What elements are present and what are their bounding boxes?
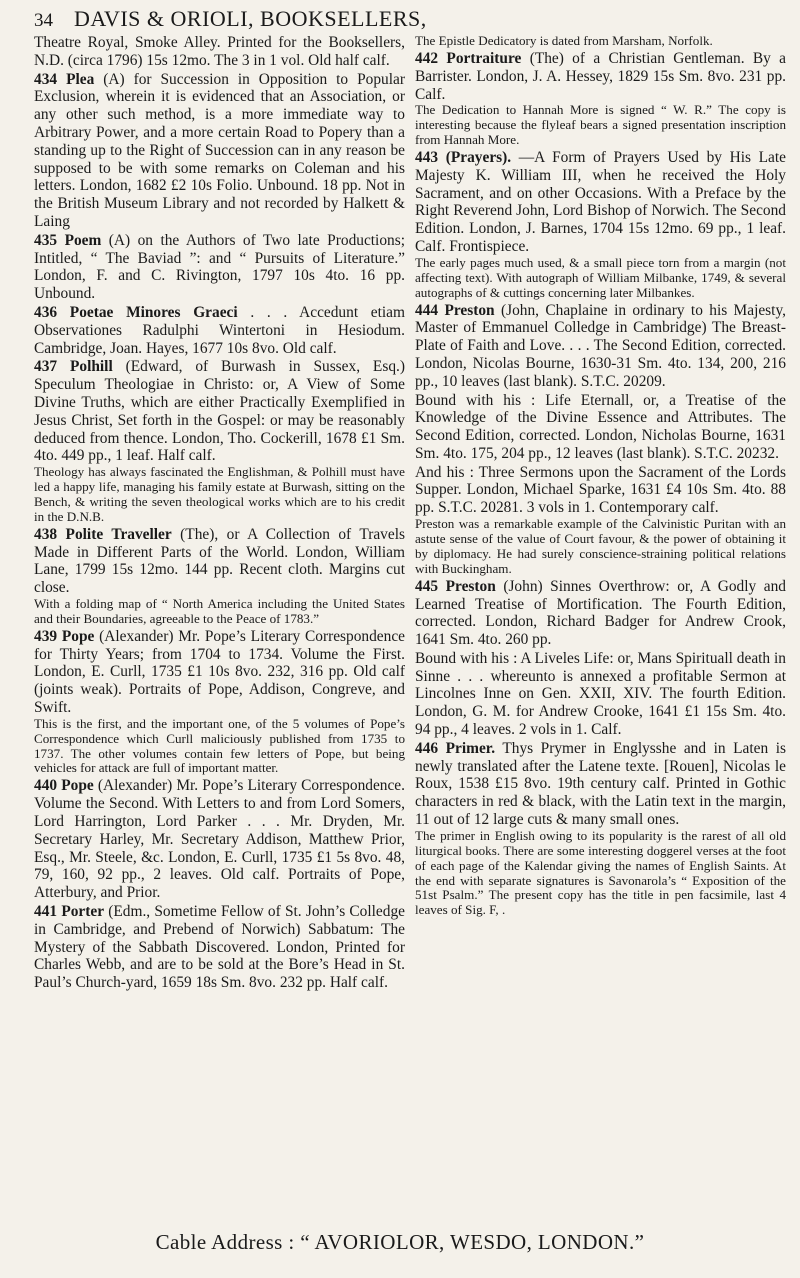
entry-number: 436 — [34, 303, 58, 321]
entry-note: With a folding map of “ North America including the United States and their Boundaries, agreeable to the Peace of 1783.” — [34, 595, 405, 626]
entry-text — [34, 71, 405, 231]
catalogue-entry-434 — [34, 71, 405, 231]
entry-note: The Dedication to Hannah More is signed “ W. R.” The copy is interesting because the flyleaf bears a signed presentation inscription from Hannah More. — [415, 102, 786, 148]
catalogue-entry-439 — [34, 628, 405, 777]
entry-body: (John) Sinnes Overthrow: or, A Godly and Learned Treatise of Mortification. The Fourth Edition, corrected. London, Richard Badger for Andrew Crook, 1641 Sm. 4to. 260 pp. — [415, 577, 786, 649]
entry-number: 441 — [34, 902, 58, 920]
entry-number: 437 — [34, 358, 58, 376]
entry-body: And his : Three Sermons upon the Sacrament of the Lords Supper. London, Michael Sparke, 1631 £4 10s Sm. 4to. 88 pp. S.T.C. 20281. 3 vols in 1. Contemporary calf. — [415, 463, 786, 517]
entry-note: Preston was a remarkable example of the Calvinistic Puritan with an astute sense of the value of Court favour, & the power of obtaining it by diplomacy. He had surely conscience-straining political relations with Buckingham. — [415, 516, 786, 576]
catalogue-entry-441 — [34, 903, 405, 992]
entry-body: (A) for Succession in Opposition to Popular Exclusion, wherein it is evidenced that an Association, or any other such method, is a more immediate way to Arbitrary Power, and a more certain Road to Popery than a standing up to the Right of Succession can in any reason be supposed to be with some remarks on Coleman and his letters. London, 1682 £2 10s Folio. Unbound. 18 pp. Not in the British Museum Library and not recorded by Halkett & Laing — [34, 70, 405, 230]
entry-text — [34, 358, 405, 465]
entry-body: . . . Accedunt etiam Observationes Radulphi Wintertoni in Hesiodum. Cambridge, Joan. Hayes, 1677 10s 8vo. Old calf. — [34, 303, 405, 357]
entry-body: (Edward, of Burwash in Sussex, Esq.) Speculum Theologiae in Christo: or, A View of Some Divine Truths, which are either Practically Exemplified in Jesus Christ, Set forth in the Gospel: or may be reasonably deduced from thence. London, Tho. Cockerill, 1678 £1 Sm. 4to. 449 pp., 1 leaf. Half calf. — [34, 358, 405, 465]
page-number: 34 — [34, 10, 53, 31]
entry-number: 434 — [34, 70, 58, 88]
entry-text — [34, 34, 405, 70]
entry-number: 435 — [34, 231, 58, 249]
footer — [0, 1230, 800, 1255]
cable-address: “ AVORIOLOR, WESDO, LONDON.” — [300, 1230, 645, 1254]
entry-note: This is the first, and the important one, of the 5 volumes of Pope’s Correspondence which Curll maliciously published from 1735 to 1737. The other volumes contain few letters of Pope, but being vehicles for attack are full of important matter. — [34, 715, 405, 776]
catalogue-entry-438 — [34, 526, 405, 627]
entry-body: (Edm., Sometime Fellow of St. John’s Colledge in Cambridge, and Prebend of Norwich) Sabbatum: The Mystery of the Sabbath Discovered. London, Printed for Charles Webb, and are to be sold at the Bore’s Head in St. Paul’s Church-yard, 1659 18s Sm. 8vo. 232 pp. Half calf. — [34, 902, 405, 992]
entry-number: 442 — [415, 49, 439, 67]
entry-number: 445 — [415, 577, 439, 595]
page-header — [34, 6, 786, 32]
entry-heading: Poetae Minores Graeci — [69, 303, 238, 321]
entry-body: Bound with his : A Liveles Life: or, Mans Spirituall death in Sinne . . . whereunto is annexed a profitable Sermon at Lincolnes Inne on Gen. XXII, XIV. The fourth Edition. London, G. M. for Andrew Crooke, 1641 £1 15s Sm. 4to. 94 pp., 4 leaves. 2 vols in 1. Calf. — [415, 649, 786, 739]
entry-note: The primer in English owing to its popularity is the rarest of all old liturgical books. There are some interesting doggerel verses at the foot of each page of the Kalendar giving the names of English Saints. At the end with separate signatures is Savonarola’s “ Exposition of the 51st Psalm.” The present copy has the title in pen facsimile, last 4 leaves of Sig. F, . — [415, 827, 786, 918]
entry-body: (The) of a Christian Gentleman. By a Barrister. London, J. A. Hessey, 1829 15s Sm. 8vo. 231 pp. Calf. — [415, 49, 786, 103]
entry-body: (A) on the Authors of Two late Productions; Intitled, “ The Baviad ”: and “ Pursuits of Literature.” London, F. and C. Rivington, 1797 10s 4to. 16 pp. Unbound. — [34, 231, 405, 303]
entry-body: Thys Prymer in Englysshe and in Laten is newly translated after the Latene texte. [Rouen], Nicolas le Roux, 1538 £15 8vo. 19th century calf. Printed in Gothic characters in red & black, with the Latin text in the margin, 11 out of 12 large cuts & many small ones. — [415, 739, 786, 829]
entry-number: 444 — [415, 301, 439, 319]
entry-heading: Preston — [444, 301, 495, 319]
entry-number: 440 — [34, 777, 58, 795]
entry-body: (Alexander) Mr. Pope’s Literary Correspondence for Thirty Years; from 1704 to 1734. Volume the First. London, E. Curll, 1735 £1 10s 8vo. 232, 316 pp. Old calf (joints weak). Portraits of Pope, Addison, Congreve, and Swift. — [34, 627, 405, 716]
entry-text — [34, 628, 405, 717]
entry-number: 443 — [415, 149, 439, 167]
catalogue-entry-436 — [34, 304, 405, 357]
catalogue-entry-continuation — [415, 34, 786, 49]
entry-body: (John, Chaplaine in ordinary to his Majesty, Master of Emmanuel Colledge in Cambridge) The Breast-Plate of Faith and Love. . . . The Second Edition, corrected. London, Nicolas Bourne, 1630-31 Sm. 4to. 134, 200, 216 pp., 10 leaves (last blank). S.T.C. 20209. — [415, 301, 786, 390]
entry-body: —A Form of Prayers Used by His Late Majesty K. William III, when he received the Holy Sacrament, and on other Occasions. With a Preface by the Right Reverend John, Lord Bishop of Norwich. The Second Edition. London, J. Barnes, 1704 15s 12mo. 69 pp., 1 leaf. Calf. Frontispiece. — [415, 149, 786, 255]
entry-heading: Plea — [66, 70, 95, 88]
entry-heading: Poem — [64, 231, 102, 249]
entry-number: 446 — [415, 739, 439, 757]
entry-note: Theology has always fascinated the Englishman, & Polhill must have led a happy life, managing his family estate at Burwash, sitting on the Bench, & writing the seven theological works which are to his credit in the D.N.B. — [34, 464, 405, 524]
catalogue-entry-442 — [415, 50, 786, 148]
entry-text — [415, 740, 786, 829]
entry-number: 438 — [34, 525, 58, 543]
running-title: DAVIS & ORIOLI, BOOKSELLERS, — [74, 6, 427, 31]
entry-body: Bound with his : Life Eternall, or, a Treatise of the Knowledge of the Divine Essence and Attributes. The Second Edition, corrected. London, Nicholas Bourne, 1631 Sm. 4to. 175, 204 pp., 12 leaves (last blank). S.T.C. 20232. — [415, 391, 786, 462]
cable-label: Cable Address : — [155, 1230, 295, 1254]
entry-body: Theatre Royal, Smoke Alley. Printed for the Booksellers, N.D. (circa 1796) 15s 12mo. The 3 in 1 vol. Old half calf. — [34, 34, 405, 69]
entry-text — [34, 232, 405, 303]
entry-text — [34, 304, 405, 357]
entry-heading: Porter — [61, 902, 105, 920]
entry-body: (The), or A Collection of Travels Made in Different Parts of the World. London, William Lane, 1799 15s 12mo. 144 pp. Recent cloth. Margins cut close. — [34, 525, 405, 597]
entry-heading: Preston — [445, 577, 496, 595]
entry-text — [415, 50, 786, 103]
catalogue-entry-437 — [34, 358, 405, 524]
catalogue-entry-443 — [415, 149, 786, 301]
entry-heading: Primer. — [445, 739, 496, 757]
entry-text — [34, 903, 405, 992]
catalogue-entry-continuation — [415, 392, 786, 463]
catalogue-entry-continuation — [415, 464, 786, 577]
catalogue-entry-446 — [415, 740, 786, 918]
entry-heading: Pope — [61, 777, 94, 795]
catalogue-entry-continuation — [415, 650, 786, 739]
entry-heading: Portraiture — [446, 49, 522, 67]
catalogue-entry-444 — [415, 302, 786, 391]
entry-note: The Epistle Dedicatory is dated from Marsham, Norfolk. — [415, 34, 713, 48]
left-column — [34, 34, 405, 1222]
columns — [34, 34, 786, 1222]
catalogue-entry-continuation — [34, 34, 405, 70]
entry-text — [415, 149, 786, 256]
entry-text — [415, 578, 786, 649]
catalogue-entry-440 — [34, 777, 405, 902]
entry-note: The early pages much used, & a small piece torn from a margin (not affecting text). With autograph of William Milbanke, 1749, & several autographs of & cuttings concerning later Milbankes. — [415, 254, 786, 300]
entry-heading: Polhill — [69, 358, 113, 376]
catalogue-entry-445 — [415, 578, 786, 649]
entry-text — [415, 464, 786, 517]
entry-text — [415, 302, 786, 391]
right-column — [415, 34, 786, 1222]
entry-body: (Alexander) Mr. Pope’s Literary Correspondence. Volume the Second. With Letters to and from Lord Somers, Lord Harrington, Lord Parker . . . Mr. Dryden, Mr. Secretary Harley, Mr. Secretary Addison, Matthew Prior, Esq., Mr. Steele, &c. London, E. Curll, 1735 £1 5s 8vo. 48, 79, 160, 92 pp., 2 leaves. Old calf. Portraits of Pope, Atterbury, and Prior. — [34, 777, 405, 902]
entry-heading: Polite Traveller — [65, 525, 172, 543]
entry-text — [415, 650, 786, 739]
entry-heading: Pope — [61, 627, 95, 645]
catalogue-entry-435 — [34, 232, 405, 303]
entry-number: 439 — [34, 627, 58, 645]
entry-heading: (Prayers). — [445, 149, 512, 167]
entry-text — [415, 392, 786, 463]
entry-text — [34, 526, 405, 597]
entry-text — [34, 777, 405, 902]
